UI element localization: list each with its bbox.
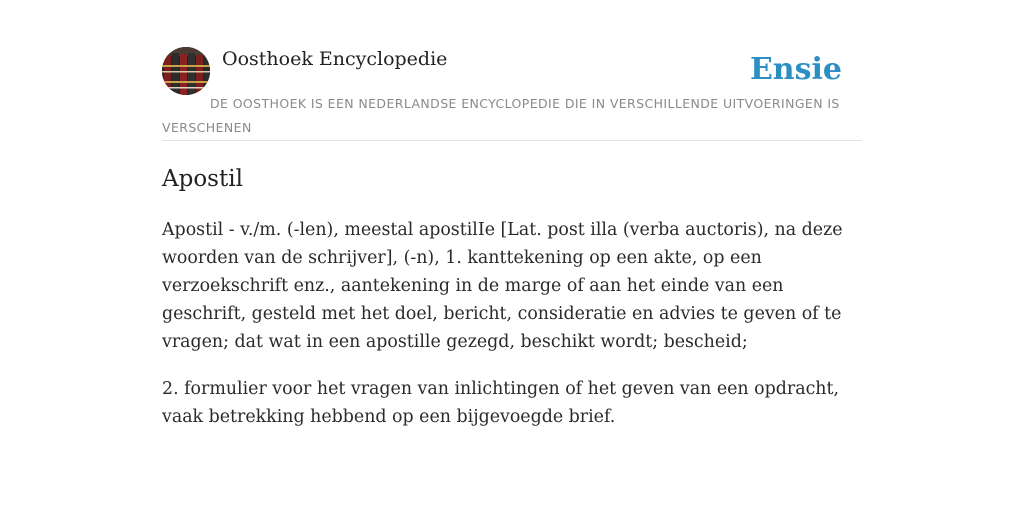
article-body	[162, 216, 862, 450]
article-paragraph: 2. formulier voor het vragen van inlichtingen of het geven van een opdracht, vaak betrekking hebbend op een bijgevoegde brief.	[162, 379, 840, 427]
source-avatar-icon[interactable]	[162, 47, 210, 95]
article-paragraph: Apostil - v./m. (-len), meestal apostilIe [Lat. post illa (verba auctoris), na deze woorden van de schrijver], (-n), 1. kanttekening op een akte, op een verzoekschrift enz., aantekening in de marge of aan het einde van een geschrift, gesteld met het doel, bericht, consideratie en advies te geven of te vragen; dat wat in een apostille gezegd, beschikt wordt; bescheid;	[162, 220, 843, 352]
encyclopedia-books-icon	[162, 47, 210, 95]
article-title: Apostil	[162, 166, 243, 192]
source-tagline: DE OOSTHOEK IS EEN NEDERLANDSE ENCYCLOPEDIE DIE IN VERSCHILLENDE UITVOERINGEN IS VERSCHENEN	[162, 96, 840, 135]
source-name[interactable]: Oosthoek Encyclopedie	[222, 48, 448, 70]
source-header	[162, 46, 862, 141]
brand-logo[interactable]: Ensie	[749, 52, 842, 87]
